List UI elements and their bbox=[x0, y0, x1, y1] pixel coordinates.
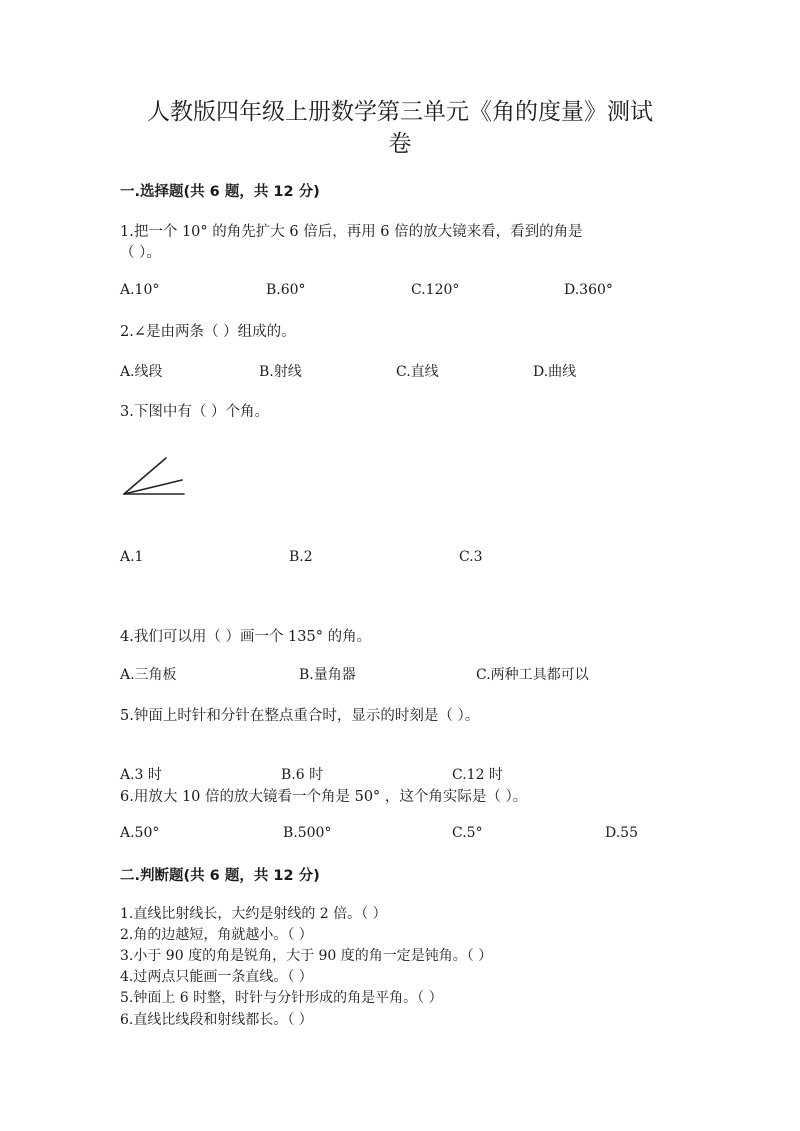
judgement-item-5: 5.钟面上 6 时整，时针与分针形成的角是平角。（ ） bbox=[120, 990, 443, 1006]
judgement-item-1: 1.直线比射线长，大约是射线的 2 倍。（ ） bbox=[120, 906, 387, 922]
question-2-text: 2.∠是由两条（ ）组成的。 bbox=[120, 324, 296, 340]
angle-figure bbox=[118, 452, 190, 500]
question-4-option-b[interactable]: B.量角器 bbox=[299, 667, 356, 683]
question-1-option-d[interactable]: D.360° bbox=[564, 282, 613, 298]
question-3-text: 3.下图中有（ ）个角。 bbox=[120, 404, 269, 420]
question-1-text: 1.把一个 10° 的角先扩大 6 倍后，再用 6 倍的放大镜来看，看到的角是 bbox=[120, 224, 583, 240]
section-heading-judgement: 二.判断题(共 6 题，共 12 分) bbox=[120, 868, 320, 884]
question-4-text: 4.我们可以用（ ）画一个 135° 的角。 bbox=[120, 629, 372, 645]
question-6-option-d[interactable]: D.55 bbox=[605, 825, 638, 841]
question-6-option-a[interactable]: A.50° bbox=[120, 825, 160, 841]
judgement-item-4: 4.过两点只能画一条直线。（ ） bbox=[120, 969, 313, 985]
question-5-text: 5.钟面上时针和分针在整点重合时，显示的时刻是（ ）。 bbox=[120, 708, 480, 724]
section-heading-choice: 一.选择题(共 6 题，共 12 分) bbox=[120, 184, 320, 200]
question-6-text: 6.用放大 10 倍的放大镜看一个角是 50° ，这个角实际是（ ）。 bbox=[120, 789, 528, 805]
question-1-option-b[interactable]: B.60° bbox=[266, 282, 306, 298]
page-title-line2: 卷 bbox=[388, 131, 412, 157]
question-2-option-b[interactable]: B.射线 bbox=[259, 364, 302, 380]
question-5-option-b[interactable]: B.6 时 bbox=[281, 767, 324, 783]
judgement-item-6: 6.直线比线段和射线都长。（ ） bbox=[120, 1012, 313, 1028]
question-4-option-c[interactable]: C.两种工具都可以 bbox=[476, 667, 589, 683]
question-2-option-c[interactable]: C.直线 bbox=[396, 364, 439, 380]
question-2-option-d[interactable]: D.曲线 bbox=[533, 364, 577, 380]
question-6-option-c[interactable]: C.5° bbox=[452, 825, 483, 841]
question-1-option-a[interactable]: A.10° bbox=[120, 282, 160, 298]
question-6-option-b[interactable]: B.500° bbox=[283, 825, 332, 841]
question-1-option-c[interactable]: C.120° bbox=[411, 282, 460, 298]
question-3-option-a[interactable]: A.1 bbox=[120, 549, 144, 565]
question-5-option-a[interactable]: A.3 时 bbox=[120, 767, 162, 783]
question-4-option-a[interactable]: A.三角板 bbox=[120, 667, 177, 683]
judgement-item-2: 2.角的边越短，角就越小。（ ） bbox=[120, 927, 313, 943]
question-3-option-c[interactable]: C.3 bbox=[459, 549, 483, 565]
question-2-option-a[interactable]: A.线段 bbox=[120, 364, 163, 380]
question-5-option-c[interactable]: C.12 时 bbox=[452, 767, 503, 783]
question-3-option-b[interactable]: B.2 bbox=[289, 549, 313, 565]
question-1-text-cont: （ ）。 bbox=[120, 245, 161, 261]
page-title-line1: 人教版四年级上册数学第三单元《角的度量》测试 bbox=[147, 99, 653, 125]
judgement-item-3: 3.小于 90 度的角是锐角，大于 90 度的角一定是钝角。（ ） bbox=[120, 948, 493, 964]
